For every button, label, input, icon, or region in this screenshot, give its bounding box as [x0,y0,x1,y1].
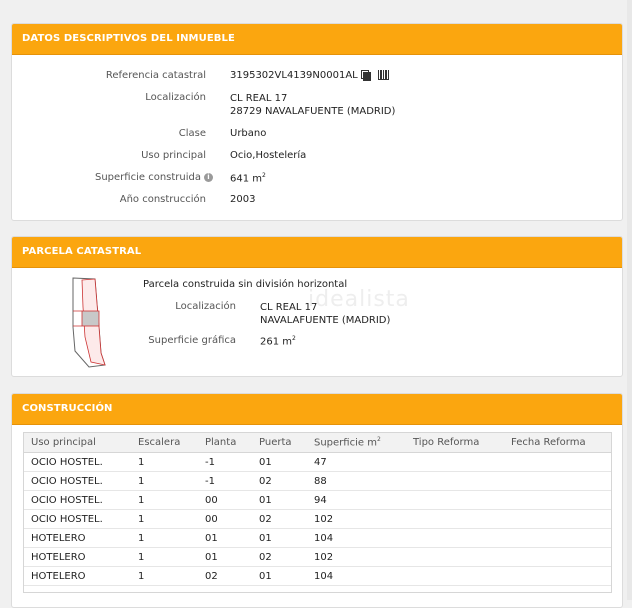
table-cell: OCIO HOSTEL. [24,510,131,529]
parcel-sketch-image[interactable] [69,277,119,369]
localizacion-value [230,92,395,118]
table-cell: 104 [307,529,406,548]
parcela-panel [11,236,623,377]
col-superficie-sup: 2 [376,436,381,444]
copy-icon[interactable] [361,70,370,80]
table-cell: 1 [131,491,198,510]
table-cell [504,529,611,548]
table-cell [406,453,504,472]
table-cell [406,548,504,567]
table-cell: 1 [131,567,198,586]
table-cell: 02 [252,472,307,491]
table-cell: 02 [198,567,252,586]
anio-value: 2003 [230,194,256,205]
table-cell: OCIO HOSTEL. [24,472,131,491]
localizacion-line2: 28729 NAVALAFUENTE (MADRID) [230,106,396,117]
table-cell: 1 [131,510,198,529]
construccion-panel [11,393,623,608]
construccion-table-wrap [23,432,612,593]
col-tipo-reforma: Tipo Reforma [406,433,504,453]
table-cell [504,567,611,586]
parcela-header: PARCELA CATASTRAL [12,237,622,268]
watermark-text: idealista [308,287,410,312]
table-cell: -1 [198,453,252,472]
localizacion-label: Localización [145,92,206,103]
table-header-row [24,433,611,453]
table-cell: 1 [131,453,198,472]
table-cell: 102 [307,510,406,529]
barcode-icon[interactable] [378,70,389,80]
parcela-subtitle: Parcela construida sin división horizontal [143,279,348,290]
parcela-superficie-value: 261 m [260,336,293,348]
table-cell: 00 [198,510,252,529]
col-escalera: Escalera [131,433,198,453]
superficie-label: Superficie construida [95,172,201,183]
table-cell [406,510,504,529]
table-cell: 01 [252,567,307,586]
table-cell: -1 [198,472,252,491]
table-cell: 01 [252,491,307,510]
table-row [24,510,611,529]
table-row [24,567,611,586]
col-planta: Planta [198,433,252,453]
info-icon[interactable]: i [204,173,213,182]
construccion-table [24,433,611,586]
table-row [24,453,611,472]
referencia-label: Referencia catastral [105,70,206,81]
table-cell: 88 [307,472,406,491]
col-fecha-reforma: Fecha Reforma [504,433,611,453]
superficie-value: 641 m [230,173,263,185]
superficie-label-wrap [95,172,213,183]
clase-value: Urbano [230,128,267,139]
parcela-localizacion-line2: NAVALAFUENTE (MADRID) [260,315,391,326]
table-cell: 00 [198,491,252,510]
localizacion-line1: CL REAL 17 [230,93,288,104]
uso-value: Ocio,Hostelería [230,150,307,161]
table-cell: 02 [252,510,307,529]
col-superficie-label: Superficie m [314,437,377,449]
parcela-localizacion-line1: CL REAL 17 [260,302,318,313]
table-row [24,529,611,548]
table-cell [504,548,611,567]
table-cell [504,453,611,472]
parcela-localizacion-label: Localización [175,301,236,312]
table-cell: HOTELERO [24,567,131,586]
table-cell: 1 [131,529,198,548]
datos-header: DATOS DESCRIPTIVOS DEL INMUEBLE [12,24,622,55]
superficie-value-wrap [230,172,266,184]
table-cell: 02 [252,548,307,567]
referencia-value: 3195302VL4139N0001AL [230,70,358,81]
construccion-header: CONSTRUCCIÓN [12,394,622,425]
anio-label: Año construcción [119,194,206,205]
uso-label: Uso principal [141,150,206,161]
table-cell: HOTELERO [24,548,131,567]
table-cell [504,472,611,491]
table-cell: 01 [252,453,307,472]
table-cell: 94 [307,491,406,510]
page-scrollbar[interactable] [627,0,632,600]
table-cell: 01 [198,529,252,548]
table-cell: 1 [131,472,198,491]
table-cell: 104 [307,567,406,586]
table-cell: OCIO HOSTEL. [24,491,131,510]
table-cell [504,510,611,529]
clase-label: Clase [178,128,206,139]
table-cell: HOTELERO [24,529,131,548]
table-cell: 102 [307,548,406,567]
referencia-value-wrap [230,70,389,81]
table-cell [406,529,504,548]
parcela-superficie-label: Superficie gráfica [148,335,236,346]
table-cell: 1 [131,548,198,567]
table-cell: 01 [252,529,307,548]
table-row [24,548,611,567]
col-puerta: Puerta [252,433,307,453]
table-cell [406,472,504,491]
table-cell [406,491,504,510]
table-row [24,472,611,491]
superficie-unit-sup: 2 [262,172,266,179]
col-superficie [307,433,406,453]
parcela-superficie-unit-sup: 2 [292,335,296,342]
table-cell: 47 [307,453,406,472]
parcela-superficie-value-wrap [260,335,296,347]
parcela-localizacion-value [260,301,390,327]
col-uso-principal: Uso principal [24,433,131,453]
table-cell [406,567,504,586]
table-cell: 01 [198,548,252,567]
datos-panel [11,23,623,221]
table-cell: OCIO HOSTEL. [24,453,131,472]
table-cell [504,491,611,510]
table-row [24,491,611,510]
